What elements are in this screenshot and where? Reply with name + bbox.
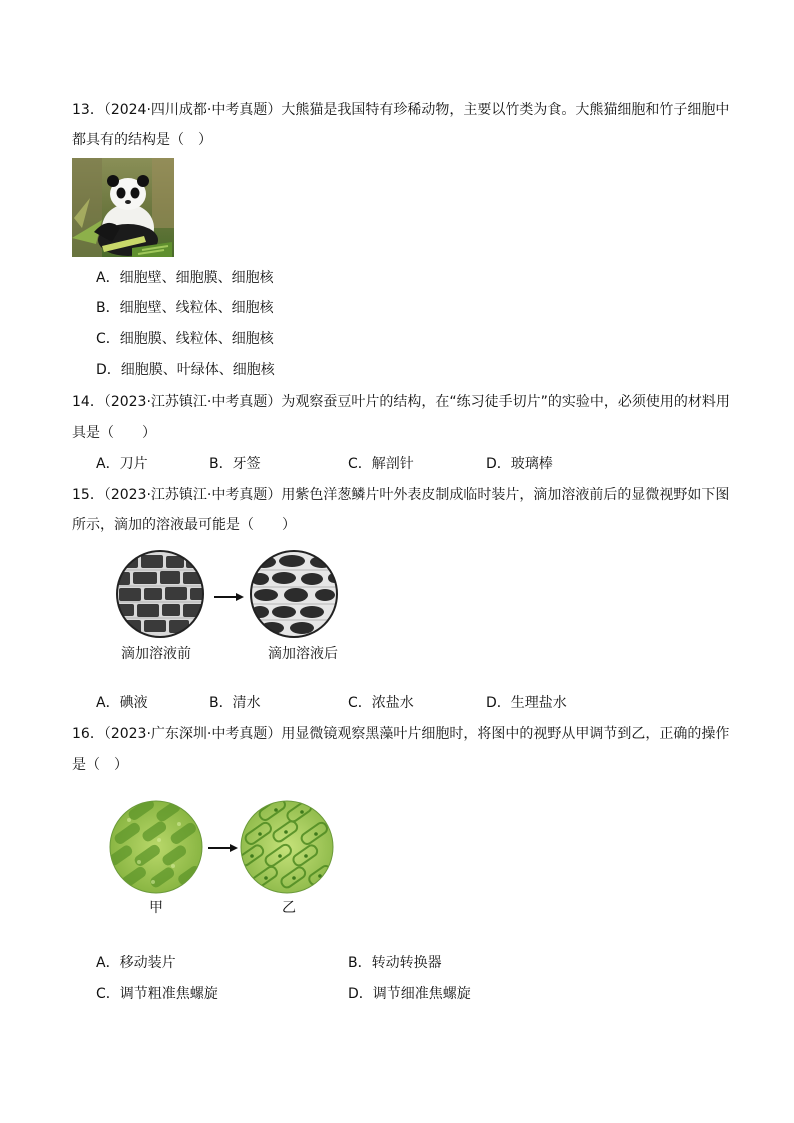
q15-option-a: A．碘液 <box>96 695 148 711</box>
q15-option-b: B．清水 <box>209 695 261 711</box>
caption-before: 滴加溶液前 <box>121 646 191 662</box>
q14-stem-line1: 14．（2023·江苏镇江·中考真题）为观察蚕豆叶片的结构，在“练习徒手切片”的实验中，必须使用的材料用 <box>72 394 730 410</box>
q13-option-b: B．细胞壁、线粒体、细胞核 <box>96 300 274 316</box>
panda-photo <box>72 158 174 257</box>
q15-option-c: C．浓盐水 <box>348 695 414 711</box>
q13-stem-line2: 都具有的结构是（ ） <box>72 132 212 148</box>
q15-arrow <box>214 592 244 602</box>
q15-stem-line1: 15．（2023·江苏镇江·中考真题）用紫色洋葱鳞片叶外表皮制成临时装片，滴加溶液前后的显微视野如下图 <box>72 487 730 503</box>
caption-yi: 乙 <box>282 900 296 916</box>
micrograph-before <box>116 550 204 638</box>
q13-option-c: C．细胞膜、线粒体、细胞核 <box>96 331 274 347</box>
q14-option-b: B．牙签 <box>209 456 261 472</box>
q16-option-b: B．转动转换器 <box>348 955 442 971</box>
q16-option-a: A．移动装片 <box>96 955 176 971</box>
caption-jia: 甲 <box>149 900 163 916</box>
q16-arrow <box>208 843 238 853</box>
q16-option-c: C．调节粗准焦螺旋 <box>96 986 218 1002</box>
q13-option-a: A．细胞壁、细胞膜、细胞核 <box>96 270 274 286</box>
q14-option-c: C．解剖针 <box>348 456 414 472</box>
micrograph-yi <box>240 800 334 894</box>
q14-option-d: D．玻璃棒 <box>486 456 553 472</box>
caption-after: 滴加溶液后 <box>268 646 338 662</box>
q16-stem-line2: 是（ ） <box>72 757 128 773</box>
q13-stem-line1: 13．（2024·四川成都·中考真题）大熊猫是我国特有珍稀动物，主要以竹类为食。大熊猫细胞和竹子细胞中 <box>72 102 730 118</box>
q15-option-d: D．生理盐水 <box>486 695 567 711</box>
q14-option-a: A．刀片 <box>96 456 148 472</box>
q15-stem-line2: 所示，滴加的溶液最可能是（ ） <box>72 517 296 533</box>
micrograph-jia <box>109 800 203 894</box>
q14-stem-line2: 具是（ ） <box>72 425 156 441</box>
q16-stem-line1: 16．（2023·广东深圳·中考真题）用显微镜观察黑藻叶片细胞时，将图中的视野从甲调节到乙，正确的操作 <box>72 726 730 742</box>
q13-option-d: D．细胞膜、叶绿体、细胞核 <box>96 362 275 378</box>
q16-option-d: D．调节细准焦螺旋 <box>348 986 471 1002</box>
micrograph-after <box>250 550 338 638</box>
